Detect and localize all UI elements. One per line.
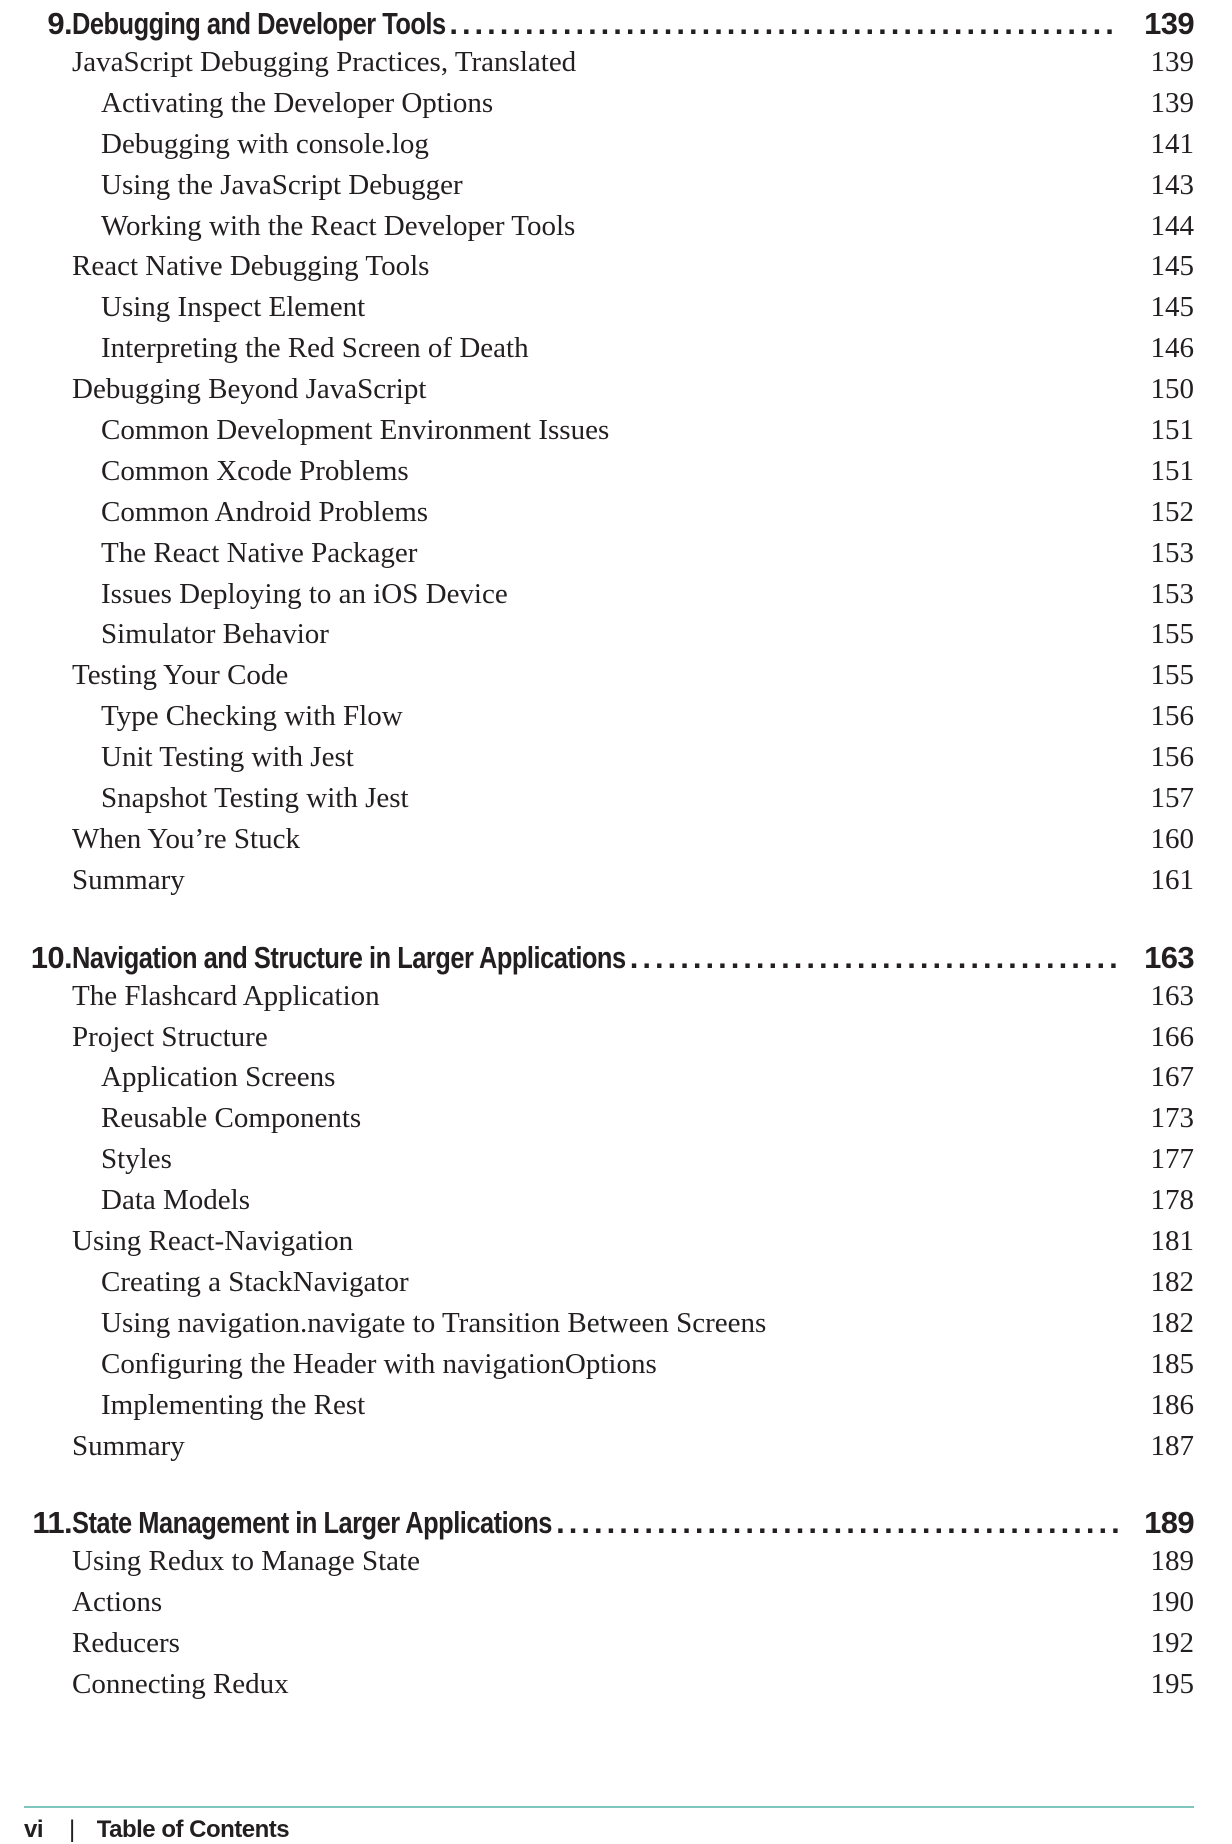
entry-page-number: 143 [1150, 168, 1194, 201]
chapter-page-number: 163 [1144, 939, 1194, 975]
footer-rule [24, 1806, 1194, 1808]
entry-label: Summary [72, 863, 185, 896]
toc-subsection-entry[interactable] [0, 414, 1232, 455]
entry-page-number: 186 [1150, 1388, 1194, 1421]
entry-page-number: 189 [1150, 1545, 1194, 1578]
toc-subsection-entry[interactable] [0, 1266, 1232, 1307]
entry-page-number: 161 [1150, 863, 1194, 896]
toc-section-entry[interactable] [0, 1225, 1232, 1266]
dot-leader [449, 6, 1118, 42]
entry-page-number: 166 [1150, 1020, 1194, 1053]
toc-section-entry[interactable] [0, 46, 1232, 87]
toc-section-entry[interactable] [0, 1668, 1232, 1709]
entry-label: Unit Testing with Jest [101, 741, 354, 774]
toc-section-entry[interactable] [0, 980, 1232, 1021]
entry-page-number: 153 [1150, 536, 1194, 569]
entry-label: Application Screens [101, 1061, 336, 1094]
toc-subsection-entry[interactable] [0, 700, 1232, 741]
entry-label: Reusable Components [101, 1102, 362, 1135]
footer-section-title: Table of Contents [96, 1816, 290, 1843]
entry-label: Data Models [101, 1184, 250, 1217]
entry-page-number: 156 [1150, 741, 1194, 774]
footer-page-number: vi [24, 1816, 44, 1843]
entry-page-number: 181 [1150, 1225, 1194, 1258]
entry-page-number: 151 [1150, 414, 1194, 447]
toc-subsection-entry[interactable] [0, 1307, 1232, 1348]
entry-label: Using navigation.navigate to Transition Between Screens [101, 1306, 767, 1339]
toc-subsection-entry[interactable] [0, 578, 1232, 619]
entry-label: Type Checking with Flow [101, 700, 403, 733]
chapter-page-number: 189 [1144, 1505, 1194, 1541]
chapter-number: 9. [47, 6, 72, 41]
toc-section-entry[interactable] [0, 373, 1232, 414]
entry-label: Testing Your Code [72, 659, 289, 692]
toc-section-entry[interactable] [0, 250, 1232, 291]
entry-label: Simulator Behavior [101, 618, 329, 651]
entry-page-number: 190 [1150, 1586, 1194, 1619]
entry-page-number: 163 [1150, 979, 1194, 1012]
chapter-block [0, 6, 1232, 905]
entry-label: Configuring the Header with navigationOptions [101, 1347, 657, 1380]
toc-section-entry[interactable] [0, 1021, 1232, 1062]
dot-leader [630, 940, 1118, 976]
entry-page-number: 150 [1150, 373, 1194, 406]
toc-subsection-entry[interactable] [0, 332, 1232, 373]
toc-section-entry[interactable] [0, 864, 1232, 905]
chapter-spacer [0, 905, 1232, 940]
entry-label: Common Xcode Problems [101, 454, 409, 487]
entry-page-number: 187 [1150, 1429, 1194, 1462]
entry-page-number: 141 [1150, 127, 1194, 160]
entry-label: Summary [72, 1429, 185, 1462]
toc-section-entry[interactable] [0, 823, 1232, 864]
chapter-title: Debugging and Developer Tools [72, 6, 446, 41]
chapter-heading[interactable] [0, 6, 1232, 46]
entry-page-number: 145 [1150, 291, 1194, 324]
entry-label: Activating the Developer Options [101, 86, 494, 119]
chapter-spacer [0, 1470, 1232, 1505]
entry-label: Using Inspect Element [101, 291, 366, 324]
entry-page-number: 139 [1150, 46, 1194, 78]
toc-subsection-entry[interactable] [0, 618, 1232, 659]
toc-subsection-entry[interactable] [0, 128, 1232, 169]
entry-page-number: 155 [1150, 618, 1194, 651]
entry-label: JavaScript Debugging Practices, Translated [72, 46, 577, 78]
toc-section-entry[interactable] [0, 1627, 1232, 1668]
chapter-number: 10. [30, 939, 72, 975]
entry-page-number: 156 [1150, 700, 1194, 733]
entry-page-number: 182 [1150, 1265, 1194, 1298]
toc-section-entry[interactable] [0, 659, 1232, 700]
entry-page-number: 182 [1150, 1306, 1194, 1339]
entry-label: Implementing the Rest [101, 1388, 366, 1421]
entry-label: React Native Debugging Tools [72, 250, 430, 283]
entry-page-number: 192 [1150, 1627, 1194, 1660]
toc-subsection-entry[interactable] [0, 1389, 1232, 1430]
toc-subsection-entry[interactable] [0, 1184, 1232, 1225]
entry-label: Creating a StackNavigator [101, 1265, 409, 1298]
toc-subsection-entry[interactable] [0, 537, 1232, 578]
entry-label: Project Structure [72, 1020, 268, 1053]
entry-page-number: 173 [1150, 1102, 1194, 1135]
entry-label: Debugging Beyond JavaScript [72, 373, 427, 406]
toc-subsection-entry[interactable] [0, 741, 1232, 782]
entry-label: Snapshot Testing with Jest [101, 782, 409, 815]
chapter-title: Navigation and Structure in Larger Applications [72, 939, 626, 975]
footer-separator: | [69, 1816, 75, 1843]
entry-label: When You’re Stuck [72, 822, 300, 855]
entry-page-number: 146 [1150, 332, 1194, 365]
chapter-heading[interactable] [0, 1505, 1232, 1545]
entry-label: Using React-Navigation [72, 1225, 354, 1258]
chapter-heading[interactable] [0, 940, 1232, 980]
entry-label: Styles [101, 1143, 172, 1176]
toc-subsection-entry[interactable] [0, 1061, 1232, 1102]
entry-page-number: 167 [1150, 1061, 1194, 1094]
table-of-contents [0, 6, 1232, 1709]
toc-subsection-entry[interactable] [0, 169, 1232, 210]
entry-label: Working with the React Developer Tools [101, 209, 576, 242]
entry-label: Common Android Problems [101, 495, 429, 528]
chapter-block [0, 1505, 1232, 1709]
toc-subsection-entry[interactable] [0, 782, 1232, 823]
entry-page-number: 153 [1150, 577, 1194, 610]
entry-label: The React Native Packager [101, 536, 418, 569]
entry-label: Connecting Redux [72, 1668, 289, 1701]
entry-label: Reducers [72, 1627, 180, 1660]
entry-page-number: 195 [1150, 1668, 1194, 1701]
entry-label: Interpreting the Red Screen of Death [101, 332, 529, 365]
toc-subsection-entry[interactable] [0, 455, 1232, 496]
entry-label: Debugging with console.log [101, 127, 429, 160]
entry-page-number: 152 [1150, 495, 1194, 528]
dot-leader [556, 1505, 1118, 1541]
entry-label: Using the JavaScript Debugger [101, 168, 463, 201]
toc-subsection-entry[interactable] [0, 1143, 1232, 1184]
toc-subsection-entry[interactable] [0, 496, 1232, 537]
entry-label: Common Development Environment Issues [101, 414, 610, 447]
entry-page-number: 151 [1150, 454, 1194, 487]
entry-page-number: 155 [1150, 659, 1194, 692]
toc-subsection-entry[interactable] [0, 1348, 1232, 1389]
toc-subsection-entry[interactable] [0, 1102, 1232, 1143]
toc-section-entry[interactable] [0, 1545, 1232, 1586]
toc-subsection-entry[interactable] [0, 87, 1232, 128]
chapter-title: State Management in Larger Applications [72, 1505, 552, 1541]
entry-page-number: 144 [1150, 209, 1194, 242]
entry-page-number: 177 [1150, 1143, 1194, 1176]
entry-page-number: 139 [1150, 86, 1194, 119]
toc-section-entry[interactable] [0, 1586, 1232, 1627]
chapter-page-number: 139 [1144, 6, 1194, 41]
entry-label: Issues Deploying to an iOS Device [101, 577, 508, 610]
entry-page-number: 145 [1150, 250, 1194, 283]
chapter-number: 11. [32, 1505, 72, 1541]
entry-label: The Flashcard Application [72, 979, 380, 1012]
toc-subsection-entry[interactable] [0, 210, 1232, 251]
entry-page-number: 157 [1150, 782, 1194, 815]
toc-subsection-entry[interactable] [0, 291, 1232, 332]
entry-label: Using Redux to Manage State [72, 1545, 420, 1578]
entry-page-number: 178 [1150, 1184, 1194, 1217]
entry-page-number: 160 [1150, 822, 1194, 855]
entry-page-number: 185 [1150, 1347, 1194, 1380]
page-footer [24, 1816, 289, 1844]
toc-section-entry[interactable] [0, 1430, 1232, 1471]
entry-label: Actions [72, 1586, 163, 1619]
chapter-block [0, 940, 1232, 1471]
